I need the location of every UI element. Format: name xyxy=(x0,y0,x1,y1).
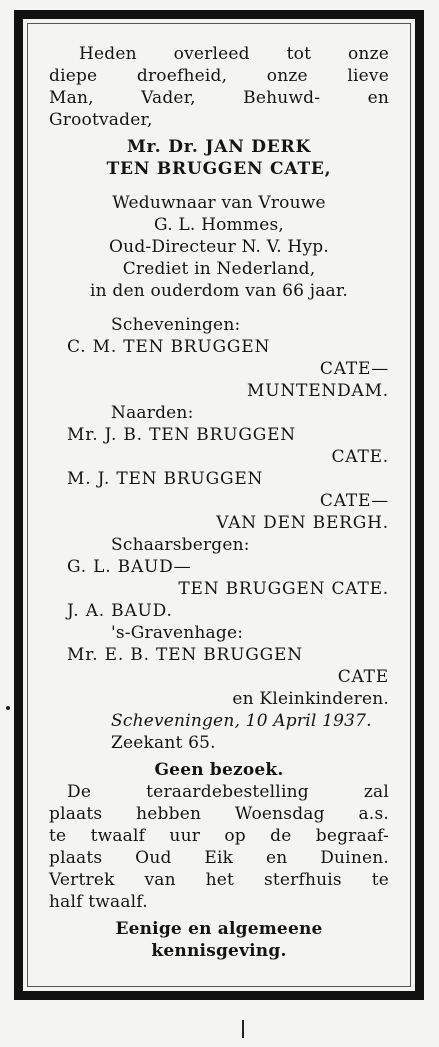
family-place-scheveningen: Scheveningen: xyxy=(111,315,241,335)
funeral-line-5: Vertrek van het sterfhuis te xyxy=(49,870,389,890)
notice-border xyxy=(14,10,424,1000)
family-line-13: CATE xyxy=(337,667,389,687)
closing-line-2: kennisgeving. xyxy=(151,941,287,961)
family-line-3: MUNTENDAM. xyxy=(247,381,389,401)
place-date: Scheveningen, 10 April 1937. xyxy=(111,711,372,731)
detail-line-5: in den ouderdom van 66 jaar. xyxy=(90,281,348,301)
family-line-6: M. J. TEN BRUGGEN xyxy=(67,469,264,489)
deceased-name-line-2: TEN BRUGGEN CATE, xyxy=(106,159,332,179)
funeral-line-2: plaats hebben Woensdag a.s. xyxy=(49,804,389,824)
family-line-5: CATE. xyxy=(331,447,389,467)
family-place-gravenhage: 's-Gravenhage: xyxy=(111,623,244,643)
family-line-12: Mr. E. B. TEN BRUGGEN xyxy=(67,645,303,665)
detail-line-3: Oud-Directeur N. V. Hyp. xyxy=(109,237,329,257)
detail-line-4: Crediet in Nederland, xyxy=(122,259,316,279)
funeral-line-1: De teraardebestelling zal xyxy=(67,782,389,802)
family-place-naarden: Naarden: xyxy=(111,403,194,423)
family-line-9: G. L. BAUD— xyxy=(67,557,192,577)
family-line-14: en Kleinkinderen. xyxy=(232,689,389,709)
intro-line-2: diepe droefheid, onze lieve xyxy=(49,66,389,86)
closing-line-1: Eenige en algemeene xyxy=(115,919,323,939)
family-line-11: J. A. BAUD. xyxy=(67,601,173,621)
funeral-line-3: te twaalf uur op de begraaf- xyxy=(49,826,389,846)
death-notice xyxy=(49,43,389,962)
no-visit-notice: Geen bezoek. xyxy=(154,760,284,780)
family-line-10: TEN BRUGGEN CATE. xyxy=(178,579,389,599)
funeral-line-4: plaats Oud Eik en Duinen. xyxy=(49,848,389,868)
deceased-name-line-1: Mr. Dr. JAN DERK xyxy=(126,137,312,157)
detail-line-2: G. L. Hommes, xyxy=(154,215,284,235)
funeral-line-6: half twaalf. xyxy=(49,892,148,912)
family-line-8: VAN DEN BERGH. xyxy=(216,513,389,533)
family-line-2: CATE— xyxy=(319,359,389,379)
family-line-7: CATE— xyxy=(319,491,389,511)
detail-line-1: Weduwnaar van Vrouwe xyxy=(112,193,326,213)
intro-line-1: Heden overleed tot onze xyxy=(79,44,389,64)
address: Zeekant 65. xyxy=(111,733,216,753)
intro-line-3: Man, Vader, Behuwd- en xyxy=(49,88,389,108)
family-place-schaarsbergen: Schaarsbergen: xyxy=(111,535,250,555)
family-line-4: Mr. J. B. TEN BRUGGEN xyxy=(67,425,296,445)
family-line-1: C. M. TEN BRUGGEN xyxy=(67,337,271,357)
print-speck xyxy=(6,706,10,710)
intro-line-4: Grootvader, xyxy=(49,110,153,130)
page-edge-mark xyxy=(242,1020,244,1038)
